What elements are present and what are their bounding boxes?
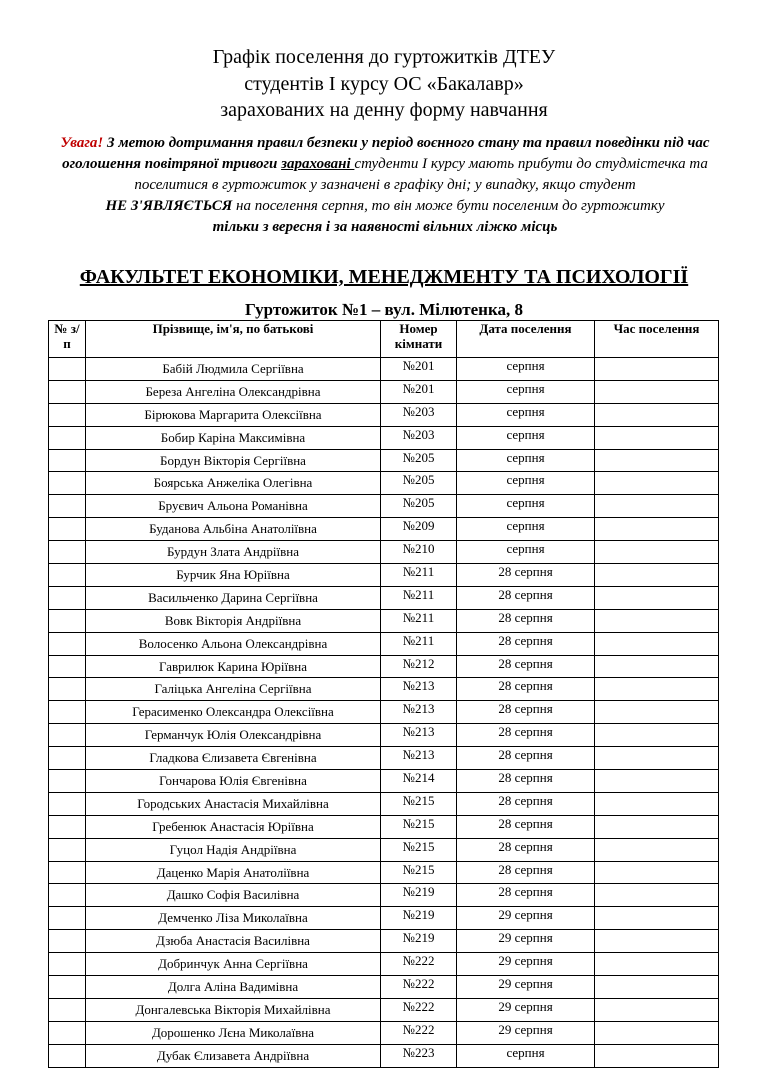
cell-time	[595, 930, 719, 953]
table-row	[49, 930, 719, 953]
cell-room: №215	[381, 792, 457, 815]
notice-text-3: на поселення серпня, то він може бути поселеним до гуртожитку	[232, 198, 665, 214]
table-row	[49, 884, 719, 907]
cell-time	[595, 586, 719, 609]
cell-time	[595, 495, 719, 518]
cell-name: Бобир Каріна Максимівна	[86, 426, 381, 449]
cell-room: №203	[381, 426, 457, 449]
cell-number	[49, 770, 86, 793]
cell-room: №212	[381, 655, 457, 678]
cell-room: №213	[381, 724, 457, 747]
cell-date: 29 серпня	[457, 976, 595, 999]
cell-time	[595, 815, 719, 838]
cell-number	[49, 792, 86, 815]
table-row	[49, 403, 719, 426]
cell-number	[49, 358, 86, 381]
table-row	[49, 426, 719, 449]
table-row	[49, 907, 719, 930]
column-header-room: Номер кімнати	[381, 321, 457, 358]
table-row	[49, 861, 719, 884]
cell-name: Добринчук Анна Сергіївна	[86, 953, 381, 976]
cell-date: серпня	[457, 541, 595, 564]
cell-time	[595, 472, 719, 495]
table-row	[49, 358, 719, 381]
cell-number	[49, 380, 86, 403]
cell-name: Бірюкова Маргарита Олексіївна	[86, 403, 381, 426]
cell-time	[595, 884, 719, 907]
cell-name: Васильченко Дарина Сергіївна	[86, 586, 381, 609]
table-row	[49, 495, 719, 518]
cell-name: Дубак Єлизавета Андріївна	[86, 1044, 381, 1067]
cell-date: 28 серпня	[457, 564, 595, 587]
table-row	[49, 609, 719, 632]
cell-time	[595, 976, 719, 999]
cell-date: 29 серпня	[457, 930, 595, 953]
cell-name: Гребенюк Анастасія Юріївна	[86, 815, 381, 838]
notice-text-1: З метою дотримання правил безпеки у період воєнного стану та правил поведінки під час оголошення повітряної тривоги	[62, 135, 710, 172]
table-row	[49, 815, 719, 838]
cell-time	[595, 518, 719, 541]
cell-number	[49, 609, 86, 632]
cell-number	[49, 426, 86, 449]
cell-room: №203	[381, 403, 457, 426]
table-row	[49, 724, 719, 747]
cell-number	[49, 861, 86, 884]
cell-date: 28 серпня	[457, 884, 595, 907]
notice-text-2: студенти І курсу мають прибути до студмістечка та поселитися в гуртожиток у зазначені в графіку дні; у випадку, якщо студент	[134, 156, 708, 193]
cell-number	[49, 632, 86, 655]
cell-room: №211	[381, 564, 457, 587]
cell-time	[595, 838, 719, 861]
cell-room: №211	[381, 632, 457, 655]
table-row	[49, 747, 719, 770]
cell-date: 29 серпня	[457, 1021, 595, 1044]
table-header-row	[49, 321, 719, 358]
cell-room: №215	[381, 815, 457, 838]
table-row	[49, 632, 719, 655]
cell-name: Донгалевська Вікторія Михайлівна	[86, 998, 381, 1021]
warning-notice	[40, 133, 730, 238]
cell-number	[49, 998, 86, 1021]
cell-name: Гончарова Юлія Євгенівна	[86, 770, 381, 793]
table-row	[49, 838, 719, 861]
cell-date: 29 серпня	[457, 998, 595, 1021]
cell-time	[595, 358, 719, 381]
cell-name: Боярська Анжеліка Олегівна	[86, 472, 381, 495]
cell-time	[595, 678, 719, 701]
cell-room: №219	[381, 930, 457, 953]
column-header-name: Прізвище, ім'я, по батькові	[86, 321, 381, 358]
table-body	[49, 358, 719, 1068]
cell-time	[595, 770, 719, 793]
cell-number	[49, 586, 86, 609]
cell-number	[49, 541, 86, 564]
cell-room: №209	[381, 518, 457, 541]
cell-date: серпня	[457, 358, 595, 381]
cell-number	[49, 1044, 86, 1067]
cell-name: Бурдун Злата Андріївна	[86, 541, 381, 564]
cell-number	[49, 976, 86, 999]
column-header-number: № з/п	[49, 321, 86, 358]
cell-name: Демченко Ліза Миколаївна	[86, 907, 381, 930]
cell-time	[595, 564, 719, 587]
table-row	[49, 564, 719, 587]
cell-room: №215	[381, 838, 457, 861]
cell-date: серпня	[457, 1044, 595, 1067]
cell-room: №201	[381, 358, 457, 381]
cell-room: №205	[381, 449, 457, 472]
cell-time	[595, 1044, 719, 1067]
cell-room: №219	[381, 907, 457, 930]
cell-name: Бордун Вікторія Сергіївна	[86, 449, 381, 472]
cell-time	[595, 403, 719, 426]
cell-room: №214	[381, 770, 457, 793]
cell-number	[49, 1021, 86, 1044]
table-row	[49, 1021, 719, 1044]
cell-date: серпня	[457, 495, 595, 518]
cell-room: №201	[381, 380, 457, 403]
title-line-3: зарахованих на денну форму навчання	[220, 99, 548, 121]
table-row	[49, 792, 719, 815]
cell-date: серпня	[457, 403, 595, 426]
cell-name: Даценко Марія Анатоліївна	[86, 861, 381, 884]
cell-number	[49, 953, 86, 976]
cell-time	[595, 426, 719, 449]
cell-name: Бурчик Яна Юріївна	[86, 564, 381, 587]
cell-date: 28 серпня	[457, 701, 595, 724]
table-row	[49, 449, 719, 472]
cell-name: Буданова Альбіна Анатоліївна	[86, 518, 381, 541]
cell-name: Городських Анастасія Михайлівна	[86, 792, 381, 815]
table-row	[49, 655, 719, 678]
cell-name: Береза Ангеліна Олександрівна	[86, 380, 381, 403]
column-header-date: Дата поселення	[457, 321, 595, 358]
table-row	[49, 1044, 719, 1067]
cell-name: Дзюба Анастасія Василівна	[86, 930, 381, 953]
cell-room: №210	[381, 541, 457, 564]
cell-date: 28 серпня	[457, 586, 595, 609]
cell-name: Бабій Людмила Сергіївна	[86, 358, 381, 381]
cell-number	[49, 747, 86, 770]
cell-time	[595, 449, 719, 472]
cell-room: №213	[381, 678, 457, 701]
cell-number	[49, 518, 86, 541]
cell-date: серпня	[457, 449, 595, 472]
settlement-table	[48, 320, 719, 1068]
cell-name: Герасименко Олександра Олексіївна	[86, 701, 381, 724]
cell-number	[49, 838, 86, 861]
cell-date: 28 серпня	[457, 792, 595, 815]
cell-time	[595, 998, 719, 1021]
cell-room: №205	[381, 495, 457, 518]
cell-name: Гуцол Надія Андріївна	[86, 838, 381, 861]
cell-time	[595, 609, 719, 632]
cell-date: серпня	[457, 472, 595, 495]
notice-not-appear: НЕ З'ЯВЛЯЄТЬСЯ	[105, 198, 233, 214]
table-row	[49, 678, 719, 701]
cell-name: Дорошенко Лєна Миколаївна	[86, 1021, 381, 1044]
cell-date: 28 серпня	[457, 632, 595, 655]
cell-number	[49, 724, 86, 747]
cell-name: Бруєвич Альона Романівна	[86, 495, 381, 518]
table-row	[49, 953, 719, 976]
notice-enrolled: зараховані	[281, 156, 355, 172]
cell-room: №205	[381, 472, 457, 495]
cell-room: №219	[381, 884, 457, 907]
cell-name: Галіцька Ангеліна Сергіївна	[86, 678, 381, 701]
notice-only-from: тільки з вересня і за наявності вільних ліжко місць	[212, 219, 558, 235]
cell-date: 28 серпня	[457, 724, 595, 747]
cell-room: №211	[381, 609, 457, 632]
table-row	[49, 518, 719, 541]
table-row	[49, 998, 719, 1021]
cell-number	[49, 815, 86, 838]
cell-number	[49, 930, 86, 953]
cell-name: Германчук Юлія Олександрівна	[86, 724, 381, 747]
cell-room: №213	[381, 701, 457, 724]
cell-date: 28 серпня	[457, 861, 595, 884]
cell-time	[595, 632, 719, 655]
cell-number	[49, 403, 86, 426]
cell-room: №223	[381, 1044, 457, 1067]
cell-date: 29 серпня	[457, 907, 595, 930]
cell-date: серпня	[457, 518, 595, 541]
cell-number	[49, 472, 86, 495]
table-row	[49, 586, 719, 609]
cell-date: 28 серпня	[457, 815, 595, 838]
cell-name: Вовк Вікторія Андріївна	[86, 609, 381, 632]
cell-number	[49, 449, 86, 472]
cell-time	[595, 380, 719, 403]
cell-date: 28 серпня	[457, 838, 595, 861]
table-row	[49, 976, 719, 999]
cell-name: Долга Аліна Вадимівна	[86, 976, 381, 999]
cell-name: Дашко Софія Василівна	[86, 884, 381, 907]
table-row	[49, 770, 719, 793]
cell-date: серпня	[457, 380, 595, 403]
cell-name: Гаврилюк Карина Юріївна	[86, 655, 381, 678]
table-row	[49, 701, 719, 724]
cell-date: 28 серпня	[457, 655, 595, 678]
cell-number	[49, 678, 86, 701]
cell-time	[595, 655, 719, 678]
cell-number	[49, 564, 86, 587]
title-line-2: студентів І курсу ОС «Бакалавр»	[244, 73, 524, 95]
cell-date: 28 серпня	[457, 609, 595, 632]
cell-time	[595, 724, 719, 747]
cell-name: Гладкова Єлизавета Євгенівна	[86, 747, 381, 770]
cell-number	[49, 495, 86, 518]
cell-date: 28 серпня	[457, 770, 595, 793]
cell-room: №215	[381, 861, 457, 884]
cell-time	[595, 907, 719, 930]
cell-time	[595, 1021, 719, 1044]
cell-name: Волосенко Альона Олександрівна	[86, 632, 381, 655]
cell-room: №222	[381, 976, 457, 999]
cell-number	[49, 655, 86, 678]
cell-time	[595, 792, 719, 815]
title-line-1: Графік поселення до гуртожитків ДТЕУ	[212, 46, 556, 68]
cell-date: 28 серпня	[457, 747, 595, 770]
cell-date: 28 серпня	[457, 678, 595, 701]
cell-date: серпня	[457, 426, 595, 449]
cell-room: №222	[381, 953, 457, 976]
cell-number	[49, 907, 86, 930]
cell-time	[595, 861, 719, 884]
warning-label: Увага!	[60, 135, 104, 151]
cell-time	[595, 701, 719, 724]
cell-time	[595, 953, 719, 976]
faculty-heading: ФАКУЛЬТЕТ ЕКОНОМІКИ, МЕНЕДЖМЕНТУ ТА ПСИХОЛОГІЇ	[79, 266, 689, 288]
cell-number	[49, 884, 86, 907]
table-row	[49, 380, 719, 403]
cell-room: №222	[381, 1021, 457, 1044]
cell-room: №222	[381, 998, 457, 1021]
dormitory-heading: Гуртожиток №1 – вул. Мілютенка, 8	[245, 300, 523, 319]
table-row	[49, 541, 719, 564]
cell-room: №211	[381, 586, 457, 609]
cell-room: №213	[381, 747, 457, 770]
cell-number	[49, 701, 86, 724]
cell-time	[595, 747, 719, 770]
table-row	[49, 472, 719, 495]
cell-date: 29 серпня	[457, 953, 595, 976]
cell-time	[595, 541, 719, 564]
column-header-time: Час поселення	[595, 321, 719, 358]
